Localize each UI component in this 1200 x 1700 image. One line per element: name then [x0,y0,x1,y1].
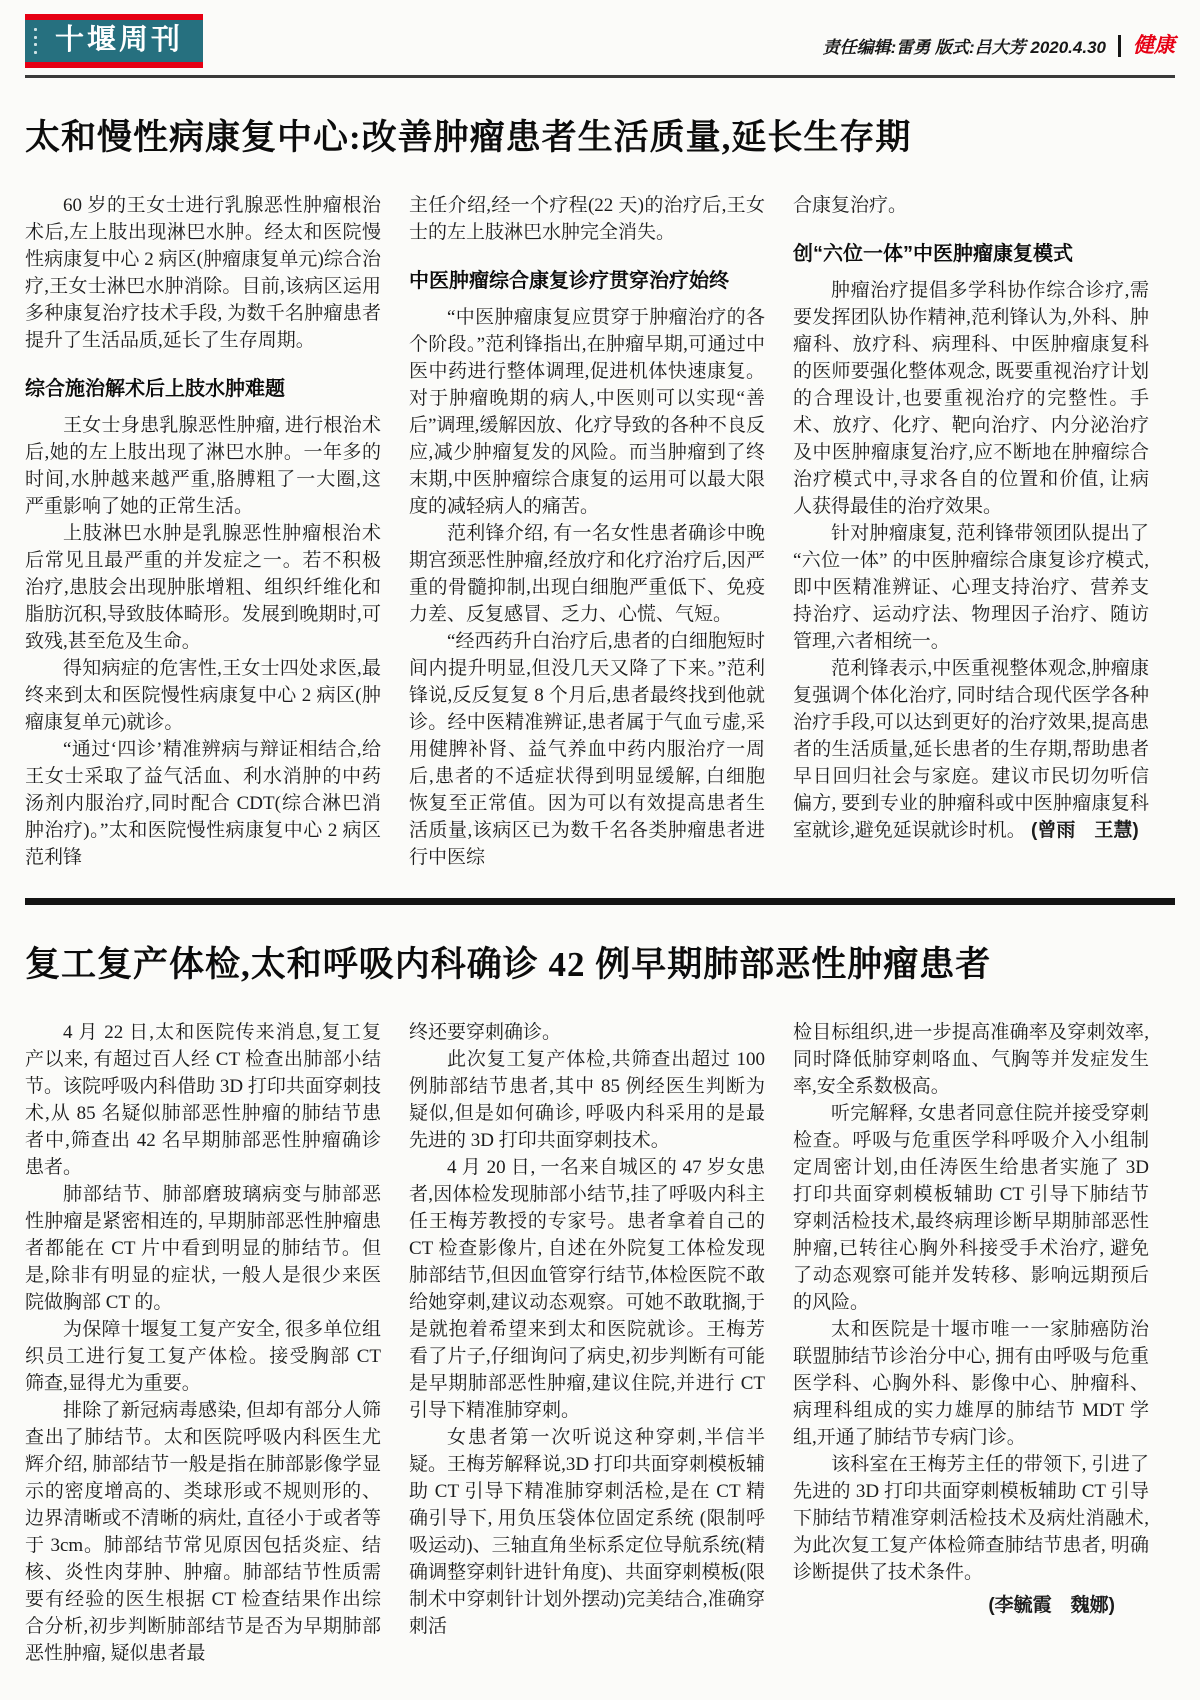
article-title: 复工复产体检,太和呼吸内科确诊 42 例早期肺部恶性肿瘤患者 [25,945,992,984]
article-title: 太和慢性病康复中心:改善肿瘤患者生活质量,延长生存期 [25,118,912,157]
paragraph: 主任介绍,经一个疗程(22 天)的治疗后,王女士的左上肢淋巴水肿完全消失。 [409,195,765,243]
paragraph: 得知病症的危害性,王女士四处求医,最终来到太和医院慢性病康复中心 2 病区(肿瘤康复单元)就诊。 [25,658,381,733]
paragraph: 该科室在王梅芳主任的带领下, 引进了先进的 3D 打印共面穿刺模板辅助 CT 引导下肺结节精准穿刺活检技术及病灶消融术,为此次复工复产体检筛查肺结节患者, 明确诊断提供了技术条件。 [793,1454,1149,1583]
section-subhead: 综合施治解术后上肢水肿难题 [25,378,285,400]
byline: (曾雨 王慧) [1025,820,1139,841]
header-rule [25,75,1175,78]
paragraph: 合康复治疗。 [793,195,908,216]
article-column [409,1019,765,1667]
edition-info: 责任编辑:雷勇 版式:吕大芳 2020.4.30 [822,38,1106,57]
paragraph: 60 岁的王女士进行乳腺恶性肿瘤根治术后,左上肢出现淋巴水肿。经太和医院慢性病康复中心 2 病区(肿瘤康复单元)综合治疗,王女士淋巴水肿消除。目前,该病区运用多种康复治疗技术手段, 为数千名肿瘤患者提升了生活品质,延长了生存周期。 [25,195,381,351]
paragraph: 上肢淋巴水肿是乳腺恶性肿瘤根治术后常见且最严重的并发症之一。若不积极治疗,患肢会出现肿胀增粗、组织纤维化和脂肪沉积,导致肢体畸形。发展到晚期时,可致残,甚至危及生命。 [25,523,381,652]
edition-info-bar [823,33,1175,58]
article-column [409,192,765,871]
paragraph: 肿瘤治疗提倡多学科协作综合诊疗,需要发挥团队协作精神,范利锋认为,外科、肿瘤科、放疗科、病理科、中医肿瘤康复科的医师要强化整体观念, 既要重视治疗计划的合理设计,也要重视治疗的完整性。手术、放疗、化疗、靶向治疗、内分泌治疗及中医肿瘤康复治疗,应不断地在肿瘤综合治疗模式中,寻求各自的位置和价值, 让病人获得最佳的治疗效果。 [793,280,1149,517]
paragraph: 终还要穿刺确诊。 [409,1022,562,1043]
paragraph: 女患者第一次听说这种穿刺,半信半疑。王梅芳解释说,3D 打印共面穿刺模板辅助 CT 引导下精准肺穿刺活检,是在 CT 精确引导下, 用负压袋体位固定系统 (限制呼吸运动)、三轴直角坐标系定位导航系统(精确调整穿刺针进针角度)、共面穿刺模板(限制术中穿刺针计划外摆动)完美结合,准确穿刺活 [409,1427,765,1637]
article-column [25,1019,381,1667]
paragraph: “中医肿瘤康复应贯穿于肿瘤治疗的各个阶段。”范利锋指出,在肿瘤早期,可通过中医中药进行整体调理,促进机体快速康复。对于肿瘤晚期的病人,中医则可以实现“善后”调理,缓解因放、化疗导致的各种不良反应,减少肿瘤复发的风险。而当肿瘤到了终末期,中医肿瘤综合康复的运用可以最大限度的减轻病人的痛苦。 [409,307,765,517]
articles-divider [25,898,1175,905]
paragraph: 4 月 22 日,太和医院传来消息,复工复产以来, 有超过百人经 CT 检查出肺部小结节。该院呼吸内科借助 3D 打印共面穿刺技术,从 85 名疑似肺部恶性肿瘤的肺结节患者中,筛查出 42 名早期肺部恶性肿瘤确诊患者。 [25,1022,381,1178]
paragraph: 范利锋介绍, 有一名女性患者确诊中晚期宫颈恶性肿瘤,经放疗和化疗治疗后,因严重的骨髓抑制,出现白细胞严重低下、免疫力差、反复感冒、乏力、心慌、气短。 [409,523,765,625]
paragraph: 听完解释, 女患者同意住院并接受穿刺检查。呼吸与危重医学科呼吸介入小组制定周密计划,由任涛医生给患者实施了 3D 打印共面穿刺模板辅助 CT 引导下肺结节穿刺活检技术,最终病理诊断早期肺部恶性肿瘤,已转往心胸外科接受手术治疗, 避免了动态观察可能并发转移、影响远期预后的风险。 [793,1103,1149,1313]
masthead-logo [25,14,203,68]
masthead-logo-text: 十堰周刊 [55,24,184,56]
paragraph: “经西药升白治疗后,患者的白细胞短时间内提升明显,但没几天又降了下来。”范利锋说,反反复复 8 个月后,患者最终找到他就诊。经中医精准辨证,患者属于气血亏虚,采用健脾补肾、益气养血中药内服治疗一周后,患者的不适症状得到明显缓解, 白细胞恢复至正常值。因为可以有效提高患者生活质量,该病区已为数千名各类肿瘤患者进行中医综 [409,631,765,868]
paragraph: 太和医院是十堰市唯一一家肺癌防治联盟肺结节诊治分中心, 拥有由呼吸与危重医学科、心胸外科、影像中心、肿瘤科、病理科组成的实力雄厚的肺结节 MDT 学组,开通了肺结节专病门诊。 [793,1319,1149,1448]
article-column [25,192,381,871]
paragraph: 范利锋表示,中医重视整体观念,肿瘤康复强调个体化治疗, 同时结合现代医学各种治疗手段,可以达到更好的治疗效果,提高患者的生活质量,延长患者的生存期,帮助患者早日回归社会与家庭。建议市民切勿听信偏方, 要到专业的肿瘤科或中医肿瘤康复科室就诊,避免延误就诊时机。 (曾雨 王慧) [793,658,1149,841]
article-column [793,192,1149,871]
section-subhead: 中医肿瘤综合康复诊疗贯穿治疗始终 [409,270,729,292]
page-header [0,0,1200,66]
article-body [25,192,1175,871]
paragraph: 4 月 20 日, 一名来自城区的 47 岁女患者,因体检发现肺部小结节,挂了呼吸内科主任王梅芳教授的专家号。患者拿着自己的 CT 检查影像片, 自述在外院复工体检发现肺部结节,但因血管穿行结节,体检医院不敢给她穿刺,建议动态观察。可她不敢耽搁,于是就抱着希望来到太和医院就诊。王梅芳看了片子,仔细询问了病史,初步判断有可能是早期肺部恶性肿瘤,建议住院,并进行 CT 引导下精准肺穿刺。 [409,1157,765,1421]
paragraph: 为保障十堰复工复产安全, 很多单位组织员工进行复工复产体检。接受胸部 CT 筛查,显得尤为重要。 [25,1319,381,1394]
article-body [25,1019,1175,1667]
paragraph: 检目标组织,进一步提高准确率及穿刺效率,同时降低肺穿刺咯血、气胸等并发症发生率,安全系数极高。 [793,1022,1149,1097]
article-column [793,1019,1149,1667]
byline: (李毓霞 魏娜) [988,1595,1115,1616]
section-subhead: 创“六位一体”中医肿瘤康复模式 [793,243,1073,265]
paragraph: “通过‘四诊’精准辨病与辩证相结合,给王女士采取了益气活血、利水消肿的中药汤剂内服治疗,同时配合 CDT(综合淋巴消肿治疗)。”太和医院慢性病康复中心 2 病区范利锋 [25,739,381,868]
paragraph: 此次复工复产体检,共筛查出超过 100 例肺部结节患者,其中 85 例经医生判断为疑似,但是如何确诊, 呼吸内科采用的是最先进的 3D 打印共面穿刺技术。 [409,1049,765,1151]
paragraph: 针对肿瘤康复, 范利锋带领团队提出了“六位一体” 的中医肿瘤综合康复诊疗模式,即中医精准辨证、心理支持治疗、营养支持治疗、运动疗法、物理因子治疗、随访管理,六者相统一。 [793,523,1149,652]
paragraph: 肺部结节、肺部磨玻璃病变与肺部恶性肿瘤是紧密相连的, 早期肺部恶性肿瘤患者都能在 CT 片中看到明显的肺结节。但是,除非有明显的症状, 一般人是很少来医院做胸部 CT 的。 [25,1184,381,1313]
masthead-side-marks [34,28,38,54]
paragraph: 王女士身患乳腺恶性肿瘤, 进行根治术后,她的左上肢出现了淋巴水肿。一年多的时间,水肿越来越严重,胳膊粗了一大圈,这严重影响了她的正常生活。 [25,415,381,517]
section-label: 健康 [1118,35,1175,57]
paragraph: 排除了新冠病毒感染, 但却有部分人筛查出了肺结节。太和医院呼吸内科医生尤辉介绍, 肺部结节一般是指在肺部影像学显示的密度增高的、类球形或不规则形的、边界清晰或不清晰的病灶, 直径小于或者等于 3cm。肺部结节常见原因包括炎症、结核、炎性肉芽肿、肿瘤。肺部结节性质需要有经验的医生根据 CT 检查结果作出综合分析,初步判断肺部结节是否为早期肺部恶性肿瘤, 疑似患者最 [25,1400,381,1664]
